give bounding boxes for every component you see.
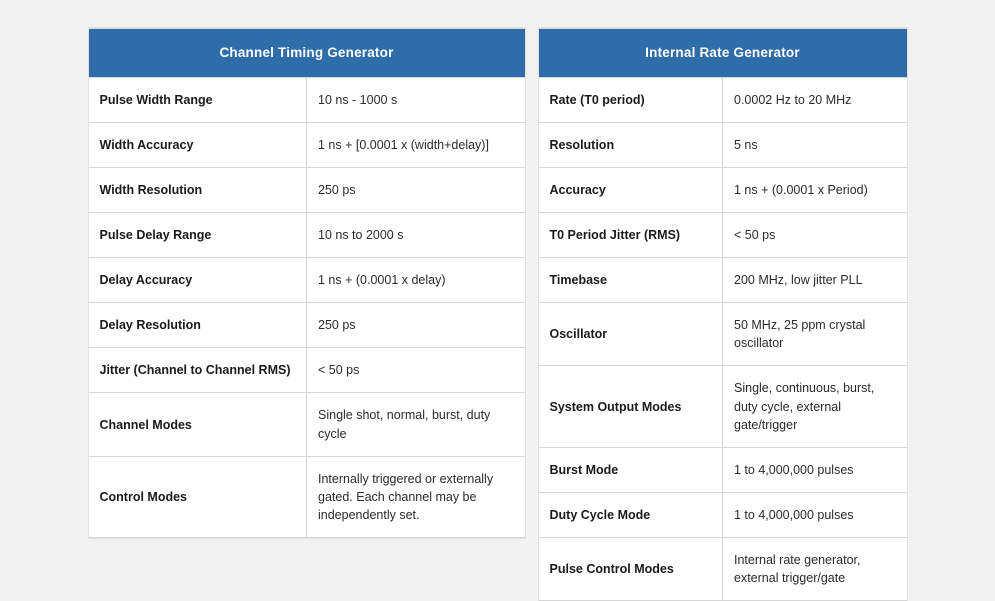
internal-rate-generator-table: [539, 28, 907, 601]
table-row: [89, 303, 525, 348]
row-value: 10 ns to 2000 s: [307, 212, 525, 257]
row-label: Channel Modes: [89, 393, 307, 456]
row-value: 5 ns: [723, 122, 907, 167]
table-row: [89, 348, 525, 393]
channel-timing-generator-table: [89, 28, 525, 538]
row-value: 1 to 4,000,000 pulses: [723, 492, 907, 537]
table-row: [539, 492, 907, 537]
row-value: 1 to 4,000,000 pulses: [723, 447, 907, 492]
row-label: Pulse Width Range: [89, 77, 307, 122]
table-row: [539, 447, 907, 492]
table-row: [539, 366, 907, 447]
table-row: [539, 167, 907, 212]
table-row: [89, 77, 525, 122]
table-row: [89, 122, 525, 167]
table-row: [89, 393, 525, 456]
right-table-wrapper: [539, 28, 907, 586]
table-row: [539, 77, 907, 122]
table-row: [539, 303, 907, 366]
row-label: Pulse Delay Range: [89, 212, 307, 257]
table-header-row: [89, 29, 525, 78]
table-row: [89, 212, 525, 257]
row-value: Internal rate generator, external trigger/gate: [723, 538, 907, 601]
table-row: [89, 456, 525, 537]
row-label: System Output Modes: [539, 366, 723, 447]
row-value: 200 MHz, low jitter PLL: [723, 258, 907, 303]
table-title: Internal Rate Generator: [539, 29, 907, 78]
row-label: Control Modes: [89, 456, 307, 537]
row-label: Oscillator: [539, 303, 723, 366]
row-value: Single shot, normal, burst, duty cycle: [307, 393, 525, 456]
row-value: 1 ns + (0.0001 x Period): [723, 167, 907, 212]
row-value: 0.0002 Hz to 20 MHz: [723, 77, 907, 122]
row-value: < 50 ps: [723, 212, 907, 257]
row-label: Rate (T0 period): [539, 77, 723, 122]
table-title: Channel Timing Generator: [89, 29, 525, 78]
row-label: Jitter (Channel to Channel RMS): [89, 348, 307, 393]
row-value: Single, continuous, burst, duty cycle, external gate/trigger: [723, 366, 907, 447]
row-value: < 50 ps: [307, 348, 525, 393]
left-table-wrapper: [89, 28, 525, 551]
table-row: [539, 258, 907, 303]
table-row: [539, 538, 907, 601]
table-row: [539, 212, 907, 257]
row-label: Accuracy: [539, 167, 723, 212]
row-label: Delay Resolution: [89, 303, 307, 348]
row-value: 50 MHz, 25 ppm crystal oscillator: [723, 303, 907, 366]
table-row: [89, 167, 525, 212]
row-label: Width Resolution: [89, 167, 307, 212]
row-label: Width Accuracy: [89, 122, 307, 167]
row-value: Internally triggered or externally gated. Each channel may be independently set.: [307, 456, 525, 537]
row-label: Burst Mode: [539, 447, 723, 492]
row-label: Pulse Control Modes: [539, 538, 723, 601]
table-row: [539, 122, 907, 167]
row-value: 1 ns + (0.0001 x delay): [307, 258, 525, 303]
row-value: 250 ps: [307, 167, 525, 212]
row-value: 1 ns + [0.0001 x (width+delay)]: [307, 122, 525, 167]
row-label: Duty Cycle Mode: [539, 492, 723, 537]
table-header-row: [539, 29, 907, 78]
row-label: Delay Accuracy: [89, 258, 307, 303]
row-label: Resolution: [539, 122, 723, 167]
row-label: Timebase: [539, 258, 723, 303]
row-value: 250 ps: [307, 303, 525, 348]
table-row: [89, 258, 525, 303]
row-value: 10 ns - 1000 s: [307, 77, 525, 122]
row-label: T0 Period Jitter (RMS): [539, 212, 723, 257]
